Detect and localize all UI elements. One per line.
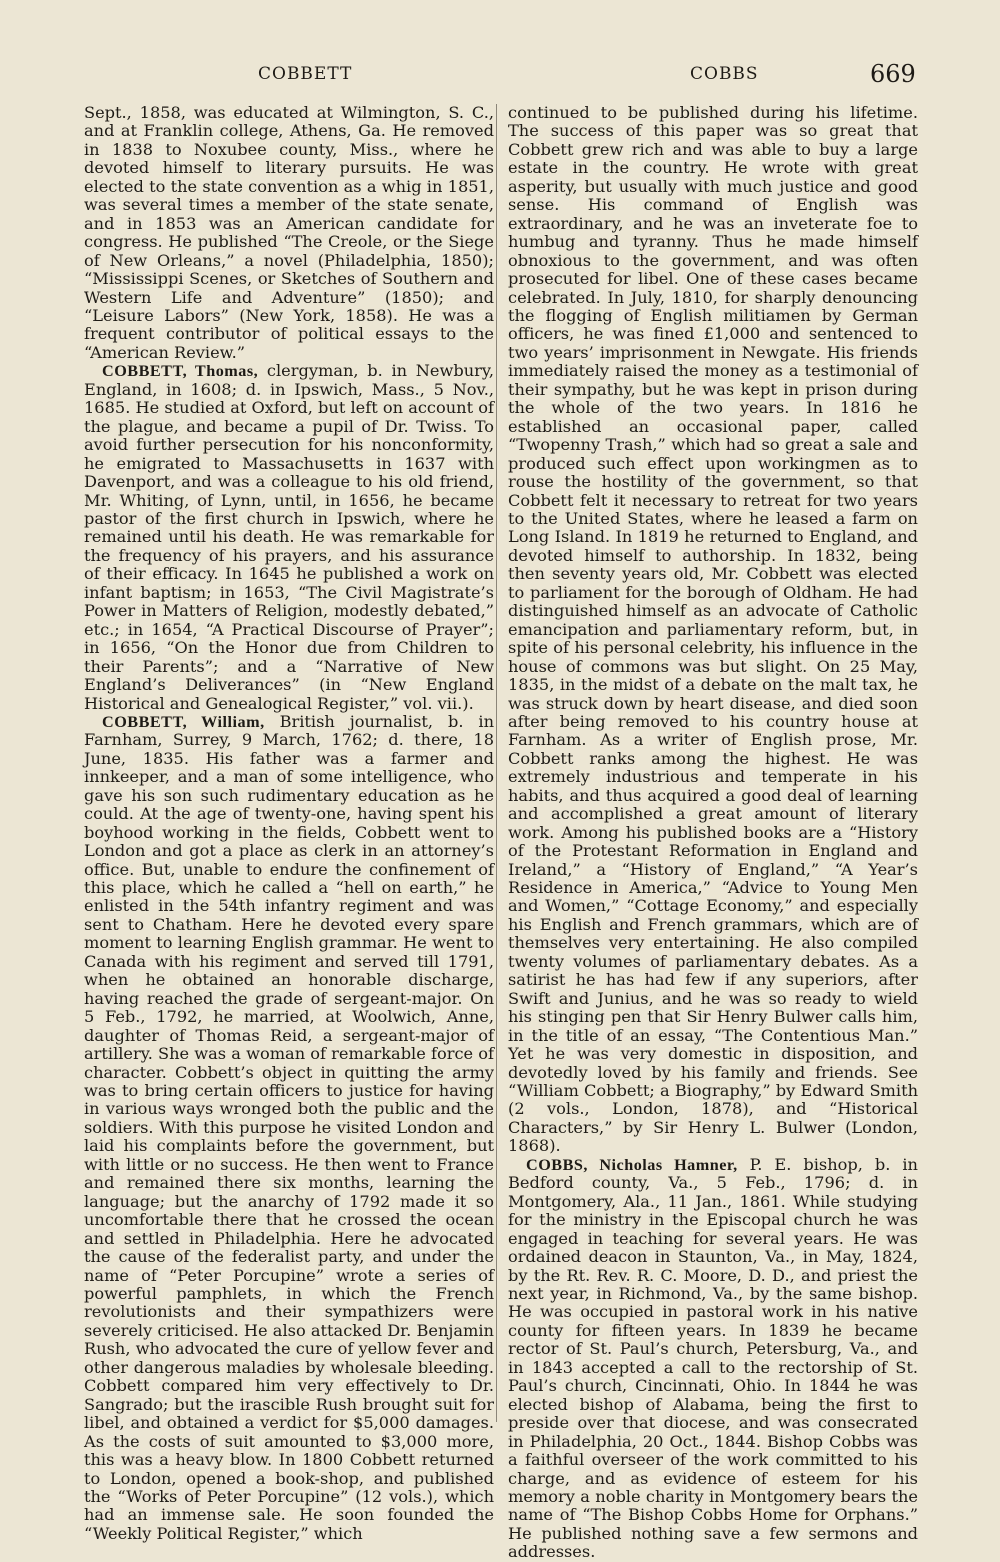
entry-headword: COBBETT, Thomas, [102, 362, 259, 381]
entry-headword: COBBS, Nicholas Hamner, [526, 1155, 738, 1174]
page-number: 669 [870, 60, 916, 88]
entry-cobbs-nicholas [508, 1156, 918, 1562]
entry-headword: COBBETT, William, [102, 712, 265, 731]
left-column [84, 104, 494, 1543]
continued-paragraph: Sept., 1858, was educated at Wilmington, S. C., and at Franklin college, Athens, Ga. He removed in 1838 to Noxubee county, Miss., where he devoted himself to literary pursuits. He was elected to the state convention as a whig in 1851, was several times a member of the state senate, and in 1853 was an American candidate for congress. He published “The Creole, or the Siege of New Orleans,” a novel (Philadelphia, 1850); “Mississippi Scenes, or Sketches of Southern and Western Life and Adventure” (1850); and “Leisure Labors” (New York, 1858). He was a frequent contributor of political essays to the “American Review.” [84, 103, 494, 362]
right-column [508, 104, 918, 1562]
entry-cobbett-william [84, 713, 494, 1543]
header-right-word: COBBS [690, 64, 759, 84]
running-header [0, 60, 1000, 90]
entry-body: P. E. bishop, b. in Bedford county, Va., 5 Feb., 1796; d. in Montgomery, Ala., 11 Jan., 1861. While studying for the ministry in the Episcopal church he was engaged in teaching for several years. He was ordained deacon in Staunton, Va., in May, 1824, by the Rt. Rev. R. C. Moore, D. D., and priest the next year, in Richmond, Va., by the same bishop. He was occupied in pastoral work in his native county for fifteen years. In 1839 he became rector of St. Paul’s church, Petersburg, Va., and in 1843 accepted a call to the rectorship of St. Paul’s church, Cincinnati, Ohio. In 1844 he was elected bishop of Alabama, being the first to preside over that diocese, and was consecrated in Philadelphia, 20 Oct., 1844. Bishop Cobbs was a faithful overseer of the work committed to his charge, and as evidence of esteem for his memory a noble charity in Montgomery bears the name of “The Bishop Cobbs Home for Orphans.” He published nothing save a few sermons and addresses. [508, 1154, 918, 1562]
entry-body: clergyman, b. in Newbury, England, in 1608; d. in Ipswich, Mass., 5 Nov., 1685. He studied at Oxford, but left on account of the plague, and became a pupil of Dr. Twiss. To avoid further persecution for his nonconformity, he emigrated to Massachusetts in 1637 with Davenport, and was a colleague to his old friend, Mr. Whiting, of Lynn, until, in 1656, he became pastor of the first church in Ipswich, where he remained until his death. He was remarkable for the frequency of his prayers, and his assurance of their efficacy. In 1645 he published a work on infant baptism; in 1653, “The Civil Magistrate’s Power in Matters of Religion, modestly debated,” etc.; in 1654, “A Practical Discourse of Prayer”; in 1656, “On the Honor due from Children to their Parents”; and a “Narrative of New England’s Deliverances” (in “New England Historical and Genealogical Register,” vol. vii.). [84, 361, 494, 713]
header-left-word: COBBETT [258, 64, 353, 84]
entry-cobbett-thomas [84, 362, 494, 713]
column-divider [496, 104, 497, 1422]
continued-paragraph: continued to be published during his lifetime. The success of this paper was so great that Cobbett grew rich and was able to buy a large estate in the country. He wrote with great asperity, but usually with much justice and good sense. His command of English was extraordinary, and he was an inveterate foe to humbug and tyranny. Thus he made himself obnoxious to the government, and was often prosecuted for libel. One of these cases became celebrated. In July, 1810, for sharply denouncing the flogging of English militiamen by German officers, he was fined £1,000 and sentenced to two years’ imprisonment in Newgate. His friends immediately raised the money as a testimonial of their sympathy, but he was kept in prison during the whole of the two years. In 1816 he established an occasional paper, called “Twopenny Trash,” which had so great a sale and produced such effect upon workingmen as to rouse the hostility of the government, so that Cobbett felt it necessary to retreat for two years to the United States, where he leased a farm on Long Island. In 1819 he returned to England, and devoted himself to authorship. In 1832, being then seventy years old, Mr. Cobbett was elected to parliament for the borough of Oldham. He had distinguished himself as an advocate of Catholic emancipation and parliamentary reform, but, in spite of his personal celebrity, his influence in the house of commons was but slight. On 25 May, 1835, in the midst of a debate on the malt tax, he was struck down by heart disease, and died soon after being removed to his country house at Farnham. As a writer of English prose, Mr. Cobbett ranks among the highest. He was extremely industrious and temperate in his habits, and thus acquired a good deal of learning and accomplished a great amount of literary work. Among his published books are a “History of the Protestant Reformation in England and Ireland,” a “History of England,” “A Year’s Residence in America,” “Advice to Young Men and Women,” “Cottage Economy,” and especially his English and French grammars, which are of themselves very entertaining. He also compiled twenty volumes of parliamentary debates. As a satirist he has had few if any superiors, after Swift and Junius, and he was so ready to wield his stinging pen that Sir Henry Bulwer calls him, in the title of an essay, “The Contentious Man.” Yet he was very domestic in disposition, and devotedly loved by his family and friends. See “William Cobbett; a Biography,” by Edward Smith (2 vols., London, 1878), and “Historical Characters,” by Sir Henry L. Bulwer (London, 1868). [508, 103, 918, 1156]
entry-body: British journalist, b. in Farnham, Surrey, 9 March, 1762; d. there, 18 June, 1835. His father was a farmer and innkeeper, and a man of some intelligence, who gave his son such rudimentary education as he could. At the age of twenty-one, having spent his boyhood working in the fields, Cobbett went to London and got a place as clerk in an attorney’s office. But, unable to endure the confinement of this place, which he called a “hell on earth,” he enlisted in the 54th infantry regiment and was sent to Chatham. Here he devoted every spare moment to learning English grammar. He went to Canada with his regiment and served till 1791, when he obtained an honorable discharge, having reached the grade of sergeant-major. On 5 Feb., 1792, he married, at Woolwich, Anne, daughter of Thomas Reid, a sergeant-major of artillery. She was a woman of remarkable force of character. Cobbett’s object in quitting the army was to bring certain officers to justice for having in various ways wronged both the public and the soldiers. With this purpose he visited London and laid his complaints before the government, but with little or no success. He then went to France and remained there six months, learning the language; but the anarchy of 1792 made it so uncomfortable there that he crossed the ocean and settled in Philadelphia. Here he advocated the cause of the federalist party, and under the name of “Peter Porcupine” wrote a series of powerful pamphlets, in which the French revolutionists and their sympathizers were severely criticised. He also attacked Dr. Benjamin Rush, who advocated the cure of yellow fever and other dangerous maladies by wholesale bleeding. Cobbett compared him very effectively to Dr. Sangrado; but the irascible Rush brought suit for libel, and obtained a verdict for $5,000 damages. As the costs of suit amounted to $3,000 more, this was a heavy blow. In 1800 Cobbett returned to London, opened a book-shop, and published the “Works of Peter Porcupine” (12 vols.), which had an immense sale. He soon founded the “Weekly Political Register,” which [84, 711, 494, 1543]
